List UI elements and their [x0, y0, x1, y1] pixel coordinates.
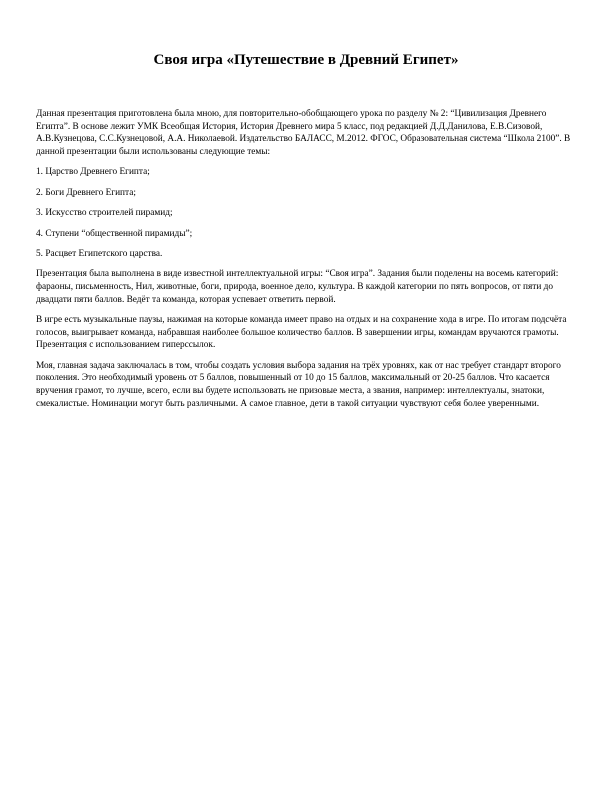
list-item-text: Искусство строителей пирамид; [45, 208, 173, 219]
list-item-text: Ступени “общественной пирамиды”; [45, 228, 193, 239]
intro-paragraph: Данная презентация приготовлена была мною, для повторительно-обобщающего урока по разделу № 2: “Цивилизация Древнего Египта”. В основе лежит УМК Всеобщая История, История Древнего мира 5 класс, под редакцией Д.Д.Данилова, Е.В.Сизовой, А.В.Кузнецова, С.С.Кузнецовой, А.А. Николаевой. Издательство БАЛАСС, М.2012. ФГОС, Образовательная система “Школа 2100”. В данной презентации были использованы следующие темы: [36, 109, 571, 157]
list-item-text: Царство Древнего Египта; [45, 167, 150, 178]
format-paragraph: Презентация была выполнена в виде известной интеллектуальной игры: “Своя игра”. Задания были поделены на восемь категорий: фараоны, письменность, Нил, животные, боги, природа, военное дело, культура. В каждой категории по пять вопросов, от пяти до двадцати пяти баллов. Ведёт та команда, которая успевает ответить первой. [36, 269, 559, 305]
document-body [36, 108, 578, 418]
list-item-number: 4. [36, 228, 43, 239]
list-item-number: 2. [36, 187, 43, 198]
pauses-paragraph: В игре есть музыкальные паузы, нажимая на которые команда имеет право на отдых и на сохранение хода в игре. По итогам подсчёта голосов, выигрывает команда, набравшая наиболее большое количество баллов. В завершении игры, командам вручаются грамоты. Презентация с использованием гиперссылок. [36, 315, 567, 351]
topics-list [36, 166, 578, 260]
list-item-number: 5. [36, 248, 43, 259]
list-item-text: Боги Древнего Египта; [45, 187, 136, 198]
list-item [36, 166, 578, 178]
list-item [36, 248, 578, 260]
list-item-number: 1. [36, 167, 43, 178]
list-item-number: 3. [36, 208, 43, 219]
list-item [36, 228, 578, 240]
list-item [36, 207, 578, 219]
page-title: Своя игра «Путешествие в Древний Египет» [153, 52, 459, 68]
goal-paragraph: Моя, главная задача заключалась в том, чтобы создать условия выбора задания на трёх уровнях, как от нас требует стандарт второго поколения. Это необходимый уровень от 5 баллов, повышенный от 10 до 15 баллов, максимальный от 20-25 баллов. Что касается вручения грамот, то лучше, всего, если вы будете использовать не призовые места, а звания, например: интеллектуалы, знатоки, смекалистые. Номинации могут быть различными. А самое главное, дети в такой ситуации чувствуют себя более уверенными. [36, 360, 561, 409]
list-item-text: Расцвет Египетского царства. [45, 248, 163, 259]
list-item [36, 187, 578, 199]
